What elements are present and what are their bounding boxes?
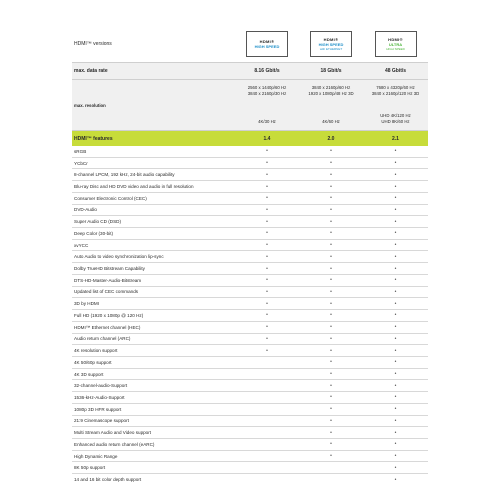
support-mark: •	[394, 206, 397, 213]
support-mark: •	[394, 359, 397, 366]
support-mark: •	[330, 171, 332, 178]
support-mark: •	[330, 300, 332, 307]
support-mark: •	[394, 324, 397, 331]
feature-label: sRGB	[74, 148, 87, 154]
resolution-line: UHD 8K/60 Hz	[381, 118, 410, 124]
feature-row	[72, 474, 428, 486]
feature-row	[72, 169, 428, 181]
features-header-row	[72, 131, 428, 146]
resolution-bottom	[322, 119, 340, 125]
support-mark: •	[330, 347, 332, 354]
support-mark: •	[330, 230, 332, 237]
support-mark: •	[394, 371, 397, 378]
feature-label: 32-channel-audio-Support	[74, 383, 128, 389]
feature-label: 3D by HDMI	[74, 301, 100, 307]
feature-row	[72, 146, 428, 158]
support-mark: •	[394, 335, 397, 342]
version-number: 2.1	[392, 135, 399, 142]
support-mark: •	[266, 277, 268, 284]
feature-row	[72, 275, 428, 287]
support-mark: •	[266, 195, 268, 202]
feature-row	[72, 357, 428, 369]
feature-label: HDMI™ Ethernet channel (HEC)	[74, 324, 141, 330]
feature-label: 1080p 3D HFR support	[74, 406, 122, 412]
support-mark: •	[394, 230, 397, 237]
feature-row	[72, 240, 428, 252]
resolution-line: 3840 x 2160p/120 Hz 3D	[371, 90, 420, 96]
feature-label: 1536-kHz-Audio-Support	[74, 394, 125, 400]
support-mark: •	[394, 148, 397, 155]
support-mark: •	[266, 312, 268, 319]
resolution-line: 7680 x 4320p/60 Hz	[376, 85, 415, 90]
feature-row	[72, 439, 428, 451]
version-number: 2.0	[327, 135, 335, 142]
resolution-line: 3840 x 2160p/60 Hz	[311, 85, 351, 90]
feature-label: Updated list of CEC commands	[74, 289, 139, 295]
support-mark: •	[394, 288, 397, 295]
support-mark: •	[394, 394, 397, 401]
support-mark: •	[330, 406, 332, 413]
support-mark: •	[330, 183, 332, 190]
resolution-row	[72, 80, 428, 131]
feature-row	[72, 205, 428, 217]
feature-label: DVD-Audio	[74, 207, 97, 213]
feature-row	[72, 369, 428, 381]
support-mark: •	[266, 206, 268, 213]
feature-label: Super Audio CD (DSD)	[74, 219, 121, 225]
feature-row	[72, 451, 428, 463]
support-mark: •	[330, 312, 332, 319]
hdmi-comparison-table	[72, 26, 428, 486]
feature-row	[72, 322, 428, 334]
support-mark: •	[266, 324, 268, 331]
versions-label: HDMI™ versions	[74, 41, 112, 47]
feature-label: Enhanced audio return channel (eARC)	[74, 441, 155, 447]
data-rate-label: max. data rate	[74, 68, 108, 74]
resolution-cell-1	[235, 80, 299, 130]
feature-label: DTS-HD-Master-Audio-Bitstream	[74, 277, 142, 283]
support-mark: •	[266, 230, 268, 237]
support-mark: •	[394, 242, 397, 249]
support-mark: •	[330, 441, 332, 448]
support-mark: •	[394, 429, 397, 436]
feature-row	[72, 380, 428, 392]
feature-label: Audio return channel (ARC)	[74, 336, 131, 342]
logo-cell-2	[299, 31, 363, 57]
features-label: HDMI™ features	[74, 135, 113, 142]
logo-cell-1	[235, 31, 299, 57]
support-mark: •	[266, 148, 268, 155]
version-number: 1.4	[263, 135, 271, 142]
feature-row	[72, 228, 428, 240]
feature-row	[72, 345, 428, 357]
support-mark: •	[394, 265, 397, 272]
support-mark: •	[330, 160, 332, 167]
support-mark: •	[394, 300, 397, 307]
support-mark: •	[330, 371, 332, 378]
feature-row	[72, 334, 428, 346]
feature-label: High Dynamic Range	[74, 453, 118, 459]
feature-label: Consumer Electronic Control (CEC)	[74, 195, 147, 201]
support-mark: •	[330, 265, 332, 272]
support-mark: •	[394, 312, 397, 319]
feature-label: Dolby TrueHD Bitstream Capability	[74, 266, 145, 272]
hdmi-high-speed-logo	[246, 31, 288, 57]
logo-brand: HDMI®	[388, 37, 403, 42]
feature-label: 14 and 16 bit color depth support	[74, 477, 142, 483]
support-mark: •	[394, 347, 397, 354]
support-mark: •	[330, 359, 332, 366]
support-mark: •	[394, 183, 397, 190]
resolution-top	[308, 85, 353, 96]
support-mark: •	[330, 195, 332, 202]
logo-cell-3	[363, 31, 428, 57]
logo-line1: ULTRA	[388, 42, 403, 47]
resolution-cell-2	[299, 80, 363, 130]
feature-label: 4K resolution support	[74, 348, 118, 354]
resolution-line: 3840 x 2160p/30 Hz	[247, 90, 287, 96]
feature-row	[72, 404, 428, 416]
support-mark: •	[266, 253, 268, 260]
data-rate-value: 48 Gbit/s	[384, 68, 407, 74]
support-mark: •	[330, 253, 332, 260]
feature-label: xvYCC	[74, 242, 89, 248]
support-mark: •	[266, 300, 268, 307]
support-mark: •	[330, 218, 332, 225]
feature-row	[72, 193, 428, 205]
data-rate-value: 8.16 Gbit/s	[254, 68, 280, 74]
support-mark: •	[330, 148, 332, 155]
versions-header-row	[72, 26, 428, 63]
resolution-bottom	[380, 113, 411, 124]
resolution-top	[372, 85, 420, 96]
support-mark: •	[266, 347, 268, 354]
feature-row	[72, 251, 428, 263]
logo-brand: HDMI®	[259, 39, 275, 44]
support-mark: •	[330, 242, 332, 249]
support-mark: •	[266, 218, 268, 225]
hdmi-ultra-high-speed-logo	[375, 31, 417, 57]
support-mark: •	[330, 382, 332, 389]
support-mark: •	[266, 242, 268, 249]
support-mark: •	[394, 441, 397, 448]
feature-label: Full HD (1920 x 1080p @ 120 Hz)	[74, 312, 144, 318]
support-mark: •	[330, 417, 332, 424]
support-mark: •	[330, 277, 332, 284]
feature-label: Multi Stream Audio and Video support	[74, 430, 152, 436]
resolution-cell-3	[363, 80, 428, 130]
feature-label: 4K 3D support	[74, 371, 104, 377]
data-rate-row	[72, 63, 428, 80]
support-mark: •	[266, 265, 268, 272]
feature-row	[72, 181, 428, 193]
feature-row	[72, 298, 428, 310]
support-mark: •	[330, 394, 332, 401]
support-mark: •	[394, 406, 397, 413]
support-mark: •	[266, 183, 268, 190]
feature-row	[72, 216, 428, 228]
support-mark: •	[330, 335, 332, 342]
data-rate-value: 18 Gbit/s	[320, 68, 342, 74]
feature-label: 8-channel LPCM, 192 kHz, 24-bit audio capability	[74, 172, 175, 178]
support-mark: •	[394, 464, 397, 471]
feature-label: Deep Color (30-bit)	[74, 230, 114, 236]
support-mark: •	[266, 171, 268, 178]
feature-label: Auto Audio to video synchronization lip-sync	[74, 254, 164, 260]
support-mark: •	[394, 417, 397, 424]
support-mark: •	[394, 453, 397, 460]
logo-line1: HIGH SPEED	[318, 42, 344, 47]
resolution-line: 2560 x 1440p/60 Hz	[247, 85, 287, 90]
support-mark: •	[330, 453, 332, 460]
resolution-line: 1920 x 1080p/48 Hz 3D	[308, 90, 354, 96]
feature-row	[72, 392, 428, 404]
support-mark: •	[330, 429, 332, 436]
feature-rows	[72, 146, 428, 486]
feature-row	[72, 427, 428, 439]
resolution-line: 4K/60 Hz	[322, 118, 340, 124]
resolution-label: max. resolution	[74, 102, 106, 108]
feature-row	[72, 287, 428, 299]
support-mark: •	[266, 160, 268, 167]
logo-brand: HDMI®	[323, 37, 339, 42]
feature-label: 4K 50/60p support	[74, 359, 112, 365]
resolution-bottom	[258, 119, 276, 125]
hdmi-high-speed-ethernet-logo	[310, 31, 352, 57]
logo-line2: with ETHERNET	[319, 47, 343, 51]
support-mark: •	[394, 218, 397, 225]
support-mark: •	[394, 476, 397, 483]
resolution-line: UHD 4K/120 Hz	[380, 113, 411, 118]
feature-row	[72, 263, 428, 275]
support-mark: •	[394, 382, 397, 389]
feature-label: 8K 50p support	[74, 465, 106, 471]
feature-row	[72, 158, 428, 170]
support-mark: •	[394, 171, 397, 178]
support-mark: •	[330, 206, 332, 213]
feature-row	[72, 310, 428, 322]
support-mark: •	[266, 335, 268, 342]
support-mark: •	[394, 277, 397, 284]
feature-label: 21:9 Cinemascope support	[74, 418, 129, 424]
resolution-top	[248, 85, 286, 96]
feature-row	[72, 462, 428, 474]
logo-line1: HIGH SPEED	[254, 44, 280, 49]
logo-line2: HIGH SPEED	[386, 47, 405, 51]
feature-label: Blu-ray Disc and HD DVD video and audio in full resolution	[74, 184, 194, 190]
feature-row	[72, 416, 428, 428]
support-mark: •	[394, 160, 397, 167]
resolution-line: 4K/30 Hz	[258, 118, 276, 124]
support-mark: •	[394, 253, 397, 260]
support-mark: •	[330, 324, 332, 331]
support-mark: •	[394, 195, 397, 202]
feature-label: YCbCr	[74, 160, 88, 166]
support-mark: •	[330, 288, 332, 295]
support-mark: •	[266, 288, 268, 295]
